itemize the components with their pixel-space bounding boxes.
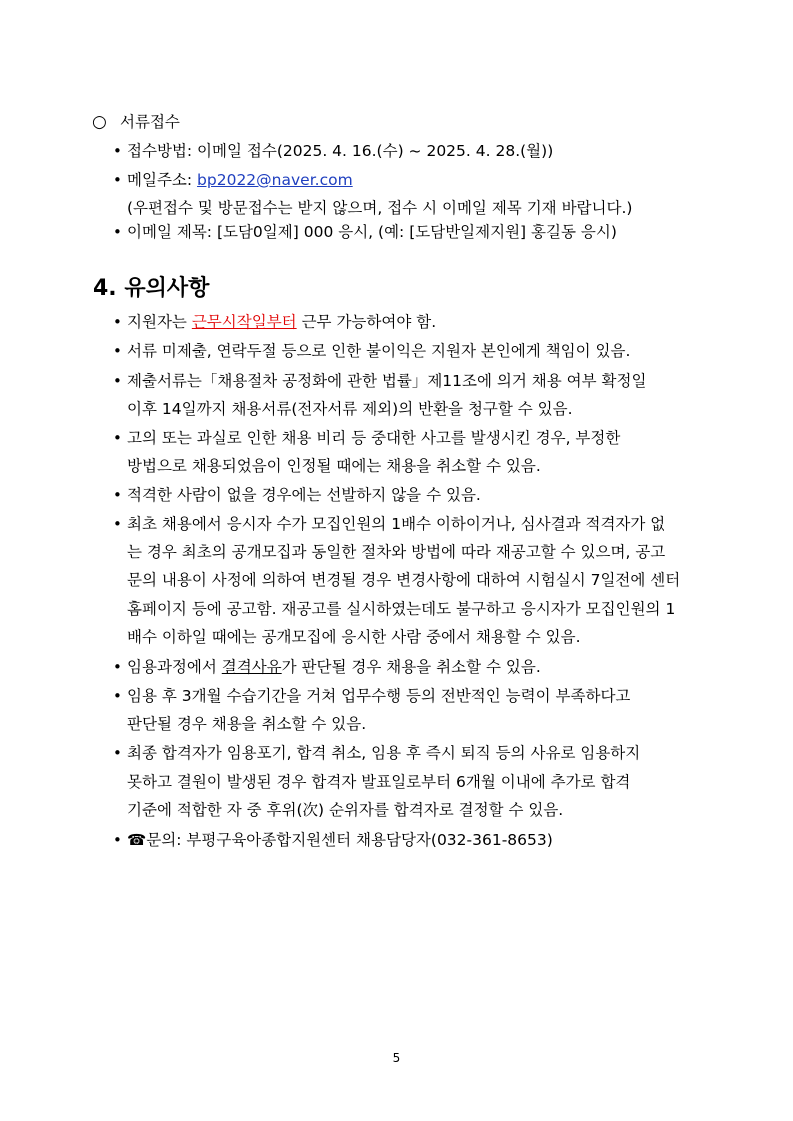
notice-item-line: 고의 또는 과실로 인한 채용 비리 등 중대한 사고를 발생시킨 경우, 부정한 [127,429,621,447]
notice-item-line: 제출서류는「채용절차 공정화에 관한 법률」제11조에 의거 채용 여부 확정일 [127,372,647,390]
section-title: 4. 유의사항 [93,276,210,301]
notice-item-line: 못하고 결원이 발생된 경우 합격자 발표일로부터 6개월 이내에 추가로 합격 [127,773,631,791]
page-number: 5 [392,1051,401,1065]
notice-item-line: 기준에 적합한 자 중 후위(次) 순위자를 합격자로 결정할 수 있음. [127,801,564,819]
circle-bullet-icon: ○ [92,112,107,132]
bullet-icon: • [113,687,122,705]
bullet-icon: • [113,342,122,360]
email-link[interactable]: bp2022@naver.com [197,171,353,189]
doc-item-email [127,169,353,191]
notice-item: 적격한 사람이 없을 경우에는 선발하지 않을 수 있음. [127,486,481,504]
bullet-icon: • [113,223,122,241]
notice-item-line: 최초 채용에서 응시자 수가 모집인원의 1배수 이하이거나, 심사결과 적격자가 없 [127,515,666,533]
doc-item-method: 접수방법: 이메일 접수(2025. 4. 16.(수) ~ 2025. 4. 28.(월)) [127,142,554,160]
notice-item-line: 이후 14일까지 채용서류(전자서류 제외)의 반환을 청구할 수 있음. [127,400,573,418]
bullet-icon: • [113,313,122,331]
bullet-icon: • [113,171,122,189]
notice-item: 서류 미제출, 연락두절 등으로 인한 불이익은 지원자 본인에게 책임이 있음. [127,342,631,360]
notice-item-line: 판단될 경우 채용을 취소할 수 있음. [127,715,367,733]
bullet-icon: • [113,831,122,849]
bullet-icon: • [113,142,122,160]
highlight-start-date: 근무시작일부터 [191,313,297,331]
notice-item-line: 임용 후 3개월 수습기간을 거쳐 업무수행 등의 전반적인 능력이 부족하다고 [127,687,631,705]
bullet-icon: • [113,744,122,762]
notice-item-line: 는 경우 최초의 공개모집과 동일한 절차와 방법에 따라 재공고할 수 있으며, 공고 [127,543,666,561]
section-label: 서류접수 [120,113,180,131]
notice-item-line: 문의 내용이 사정에 의하여 변경될 경우 변경사항에 대하여 시험실시 7일전에 센터 [127,571,681,589]
notice-item-line: 홈페이지 등에 공고함. 재공고를 실시하였는데도 불구하고 응시자가 모집인원의 1 [127,600,676,618]
doc-item-subject: 이메일 제목: [도담0일제] 000 응시, (예: [도담반일제지원] 홍길동 응시) [127,223,617,241]
email-label: 메일주소: [127,171,198,189]
notice-item-line: 방법으로 채용되었음이 인정될 때에는 채용을 취소할 수 있음. [127,457,541,475]
bullet-icon: • [113,486,122,504]
bullet-icon: • [113,515,122,533]
notice-item: 지원자는 근무시작일부터 근무 가능하여야 함. [127,313,437,331]
underlined-term: 결격사유 [221,658,282,676]
bullet-icon: • [113,429,122,447]
email-note: (우편접수 및 방문접수는 받지 않으며, 접수 시 이메일 제목 기재 바랍니다.) [127,199,633,217]
notice-item-line: 최종 합격자가 임용포기, 합격 취소, 임용 후 즉시 퇴직 등의 사유로 임용하지 [127,744,641,762]
notice-item-line: 배수 이하일 때에는 공개모집에 응시한 사람 중에서 채용할 수 있음. [127,628,581,646]
notice-item: 임용과정에서 결격사유가 판단될 경우 채용을 취소할 수 있음. [127,658,541,676]
bullet-icon: • [113,658,122,676]
contact-info: ☎문의: 부평구육아종합지원센터 채용담당자(032-361-8653) [127,831,553,849]
bullet-icon: • [113,372,122,390]
